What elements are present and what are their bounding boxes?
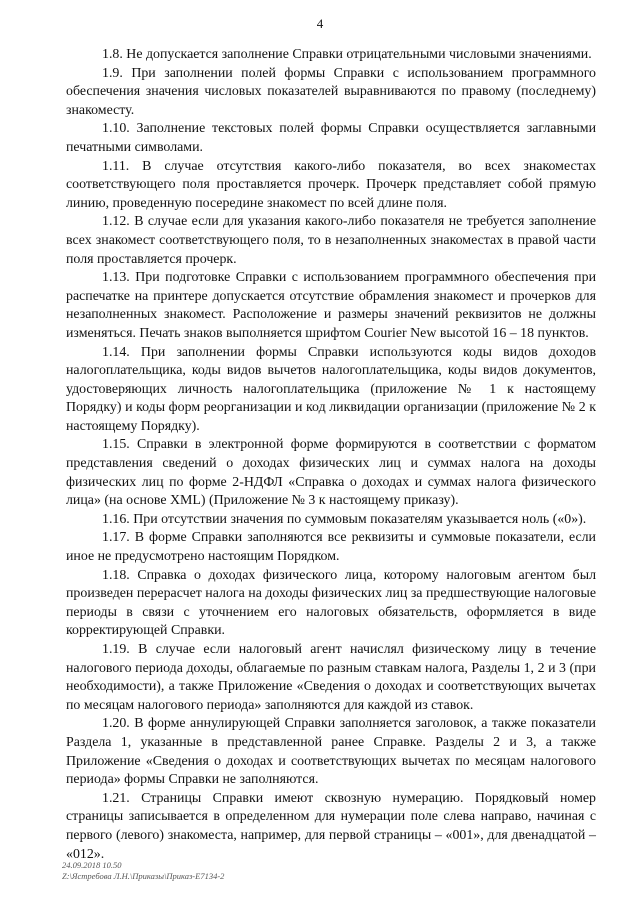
paragraph-1-14: 1.14. При заполнении формы Справки используются коды видов доходов налогоплательщика, коды видов вычетов налогоплательщика, коды видов документов, удостоверяющих личность налогоплательщика (приложение № 1 к настоящему Порядку) и коды форм реорганизации и код ликвидации организации (приложение № 2 к настоящему Порядку). — [66, 344, 596, 434]
document-footer — [62, 860, 224, 882]
paragraph-1-11: 1.11. В случае отсутствия какого-либо показателя, во всех знакоместах соответствующего поля проставляется прочерк. Прочерк представляет собой прямую линию, проведенную посередине знакомест по всей длине поля. — [66, 158, 596, 211]
paragraph-1-20: 1.20. В форме аннулирующей Справки заполняется заголовок, а также показатели Раздела 1, указанные в представленной ранее Справке. Разделы 2 и 3, а также Приложение «Сведения о доходах и соответствующих вычетах по месяцам налогового периода» формы Справки не заполняются. — [66, 716, 596, 788]
paragraph-1-19: 1.19. В случае если налоговый агент начислял физическому лицу в течение налогового периода доходы, облагаемые по разным ставкам налога, Разделы 1, 2 и 3 (при необходимости), а также Приложение «Сведения о доходах и соответствующих вычетах по месяцам налогового периода» заполняются для каждой из ставок. — [66, 642, 596, 713]
paragraph-1-13: 1.13. При подготовке Справки с использованием программного обеспечения при распечатке на принтере допускается отсутствие обрамления знакомест и прочерков для незаполненных знакомест. Расположение и размеры значений реквизитов не должны изменяться. Печать знаков выполняется шрифтом Courier New высотой 16 – 18 пунктов. — [66, 270, 596, 341]
paragraph-1-10: 1.10. Заполнение текстовых полей формы Справки осуществляется заглавными печатными символами. — [66, 121, 596, 155]
paragraph-1-18: 1.18. Справка о доходах физического лица, которому налоговым агентом был произведен перерасчет налога на доходы физических лиц за предшествующие налоговые периоды в связи с уточнением его налоговых обязательств, оформляется в виде корректирующей Справки. — [66, 567, 596, 639]
paragraph-1-16: 1.16. При отсутствии значения по суммовым показателям указывается ноль («0»). — [102, 511, 587, 527]
paragraph-1-17: 1.17. В форме Справки заполняются все реквизиты и суммовые показатели, если иное не предусмотрено настоящим Порядком. — [66, 530, 596, 565]
page-number: 4 — [316, 16, 324, 31]
paragraph-1-9: 1.9. При заполнении полей формы Справки с использованием программного обеспечения значения числовых показателей выравниваются по правому (последнему) знакоместу. — [66, 65, 596, 118]
footer-file-path: Z:\Ястребова Л.Н.\Приказы\Приказ-Е7134-2 — [62, 871, 225, 881]
paragraph-1-12: 1.12. В случае если для указания какого-либо показателя не требуется заполнение всех знакомест соответствующего поля, то в незаполненных знакоместах в правой части поля проставляется прочерк. — [66, 214, 596, 267]
paragraph-1-21: 1.21. Страницы Справки имеют сквозную нумерацию. Порядковый номер страницы записывается в определенном для нумерации поле слева направо, начиная с первого (левого) знакоместа, например, для первой страницы – «001», для двенадцатой – «012». — [66, 790, 596, 862]
paragraph-1-8: 1.8. Не допускается заполнение Справки отрицательными числовыми значениями. — [102, 47, 592, 62]
document-body — [66, 46, 596, 864]
paragraph-1-15: 1.15. Справки в электронной форме формируются в соответствии с форматом представления сведений о доходах физических лиц и суммах налога на доходы физических лиц по форме 2-НДФЛ «Справка о доходах и суммах налога физического лица» (на основе XML) (Приложение № 3 к настоящему приказу). — [66, 437, 596, 509]
footer-timestamp: 24.09.2018 10.50 — [62, 860, 122, 870]
